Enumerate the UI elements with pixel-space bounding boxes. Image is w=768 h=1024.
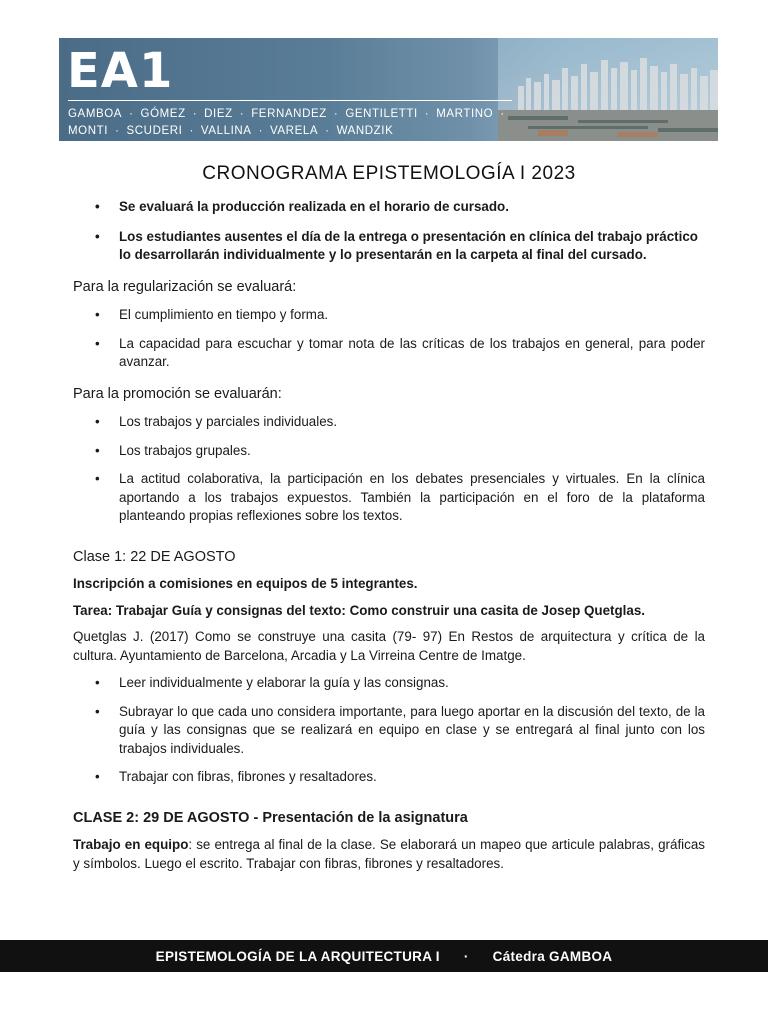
regularizacion-bullet: • El cumplimiento en tiempo y forma. bbox=[73, 306, 705, 325]
name-separator: · bbox=[333, 108, 339, 120]
name-separator: · bbox=[129, 108, 134, 120]
clase2-trabajo-label: Trabajo en equipo bbox=[73, 837, 189, 852]
name-separator: · bbox=[189, 125, 194, 137]
city-skyline-image bbox=[498, 38, 718, 141]
clase1-tarea: Tarea: Trabajar Guía y consignas del texto: Como construir una casita de Josep Quetglas. bbox=[73, 602, 645, 618]
clase1-referencia: Quetglas J. (2017) Como se construye una casita (79- 97) En Restos de arquitectura y crítica de la cultura. Ayuntamiento de Barcelona, Arcadia y La Virreina Centre de Imatge. bbox=[73, 629, 705, 663]
clase2-trabajo-text: : se entrega al final de la clase. Se elaborará un mapeo que articule palabras, gráficas y símbolos. Luego el escrito. Trabajar con fibras, fibrones y resaltadores. bbox=[73, 837, 705, 871]
clase2-heading: CLASE 2: 29 DE AGOSTO - Presentación de la asignatura bbox=[73, 809, 468, 826]
faculty-name: DIEZ bbox=[204, 108, 233, 120]
logo-ea1: EA1 bbox=[67, 43, 174, 99]
faculty-name: GENTILETTI bbox=[345, 108, 418, 120]
promocion-bullet: • Los trabajos y parciales individuales. bbox=[73, 413, 705, 432]
name-separator: · bbox=[239, 108, 245, 120]
promocion-bullet: • Los trabajos grupales. bbox=[73, 442, 705, 461]
faculty-name: GAMBOA bbox=[68, 108, 123, 120]
header-banner bbox=[59, 38, 718, 141]
footer-bar bbox=[0, 940, 768, 972]
faculty-names-line2 bbox=[68, 124, 393, 138]
regularizacion-heading: Para la regularización se evaluará: bbox=[73, 278, 297, 295]
name-separator: · bbox=[325, 125, 330, 137]
name-separator: · bbox=[258, 125, 263, 137]
promocion-bullet: • La actitud colaborativa, la participación en los debates presenciales y virtuales. En la clínica aportando a los trabajos expuestos. También la participación en el foro de la plataforma planteando propias reflexiones sobre los textos. bbox=[73, 470, 705, 526]
faculty-name: VALLINA bbox=[200, 125, 252, 137]
intro-bullet: • Se evaluará la producción realizada en el horario de cursado. bbox=[73, 198, 705, 217]
footer-course: EPISTEMOLOGÍA DE LA ARQUITECTURA I bbox=[155, 948, 440, 964]
faculty-name: MONTI bbox=[68, 125, 109, 137]
name-separator: · bbox=[115, 125, 120, 137]
intro-bullet: • Los estudiantes ausentes el día de la entrega o presentación en clínica del trabajo práctico lo desarrollarán individualmente y lo presentarán en la carpeta al final del cursado. bbox=[73, 228, 705, 265]
faculty-name: SCUDERI bbox=[126, 125, 183, 137]
header-rule bbox=[68, 100, 512, 101]
regularizacion-bullet: • La capacidad para escuchar y tomar nota de las críticas de los trabajos en general, para poder avanzar. bbox=[73, 335, 705, 372]
promocion-heading: Para la promoción se evaluarán: bbox=[73, 385, 282, 402]
document-title: CRONOGRAMA EPISTEMOLOGÍA I 2023 bbox=[202, 163, 576, 184]
document-body bbox=[73, 198, 705, 873]
clase1-inscripcion: Inscripción a comisiones en equipos de 5 integrantes. bbox=[73, 576, 418, 591]
name-separator: · bbox=[500, 108, 505, 120]
clase1-bullet: • Leer individualmente y elaborar la guía y las consignas. bbox=[73, 674, 705, 693]
clase2-trabajo bbox=[73, 836, 705, 873]
clase1-bullet: • Subrayar lo que cada uno considera importante, para luego aportar en la discusión del texto, de la guía y las consignas que se realizará en equipo en clase y se entregará al final junto con los trabajos individuales. bbox=[73, 703, 705, 759]
footer-catedra: Cátedra GAMBOA bbox=[492, 948, 613, 964]
clase1-heading: Clase 1: 22 DE AGOSTO bbox=[73, 548, 236, 565]
footer-separator: · bbox=[463, 948, 469, 964]
faculty-name: WANDZIK bbox=[336, 125, 394, 137]
name-separator: · bbox=[424, 108, 430, 120]
faculty-name: MARTINO bbox=[436, 108, 494, 120]
faculty-name: GÓMEZ bbox=[140, 108, 186, 120]
faculty-name: FERNANDEZ bbox=[251, 108, 327, 120]
faculty-names-line1 bbox=[68, 107, 512, 121]
clase1-bullet: • Trabajar con fibras, fibrones y resaltadores. bbox=[73, 768, 705, 787]
name-separator: · bbox=[192, 108, 198, 120]
faculty-name: VARELA bbox=[270, 125, 319, 137]
